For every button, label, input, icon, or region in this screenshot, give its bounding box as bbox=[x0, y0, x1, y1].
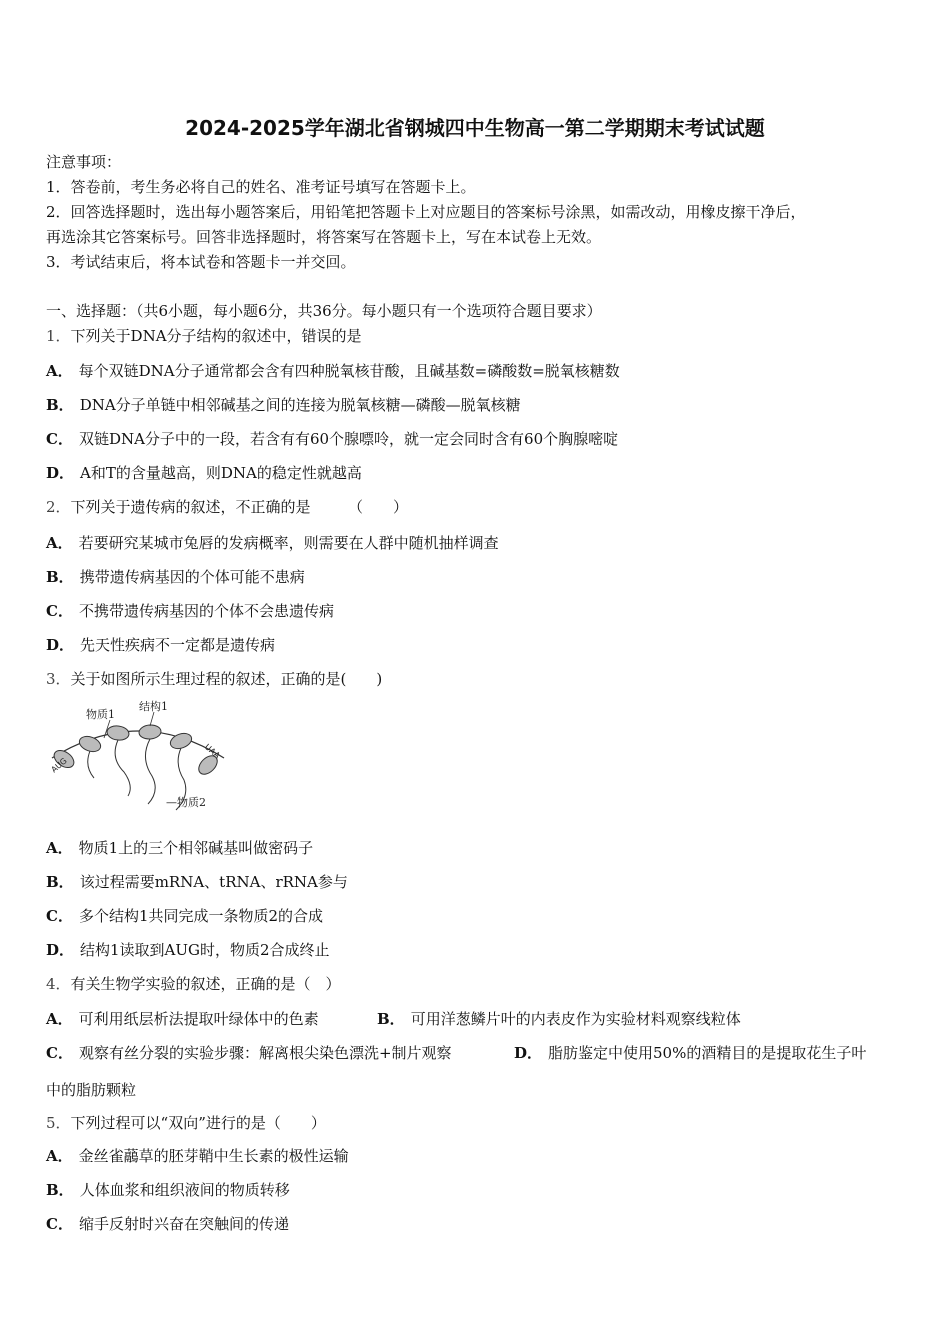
option-text: 脂肪鉴定中使用50%的酒精目的是提取花生子叶 bbox=[548, 1044, 867, 1062]
notice-item: 再选涂其它答案标号。回答非选择题时，将答案写在答题卡上，写在本试卷上无效。 bbox=[46, 228, 602, 246]
option-text: 观察有丝分裂的实验步骤：解离根尖染色漂洗+制片观察 bbox=[78, 1044, 452, 1062]
question-text: 有关生物学实验的叙述，正确的是（ ） bbox=[70, 975, 341, 993]
option-row bbox=[46, 872, 348, 892]
option-letter: B． bbox=[46, 1181, 74, 1199]
option-row bbox=[377, 1009, 741, 1029]
question-number: 1． bbox=[46, 327, 71, 345]
option-letter: A． bbox=[46, 1010, 73, 1028]
option-text: 人体血浆和组织液间的物质转移 bbox=[79, 1181, 290, 1199]
option-letter: B． bbox=[46, 396, 74, 414]
option-row bbox=[46, 940, 330, 960]
codon-stop-label: UAA bbox=[202, 742, 222, 761]
option-row bbox=[46, 463, 362, 483]
label-substance2: —物质2 bbox=[166, 796, 206, 809]
ribosome bbox=[106, 725, 130, 742]
option-row bbox=[46, 635, 275, 655]
option-row bbox=[46, 361, 620, 381]
option-text: 多个结构1共同完成一条物质2的合成 bbox=[78, 907, 324, 925]
translation-diagram bbox=[44, 696, 234, 816]
option-letter: D． bbox=[514, 1044, 543, 1062]
option-text: DNA分子单链中相邻碱基之间的连接为脱氧核糖—磷酸—脱氧核糖 bbox=[79, 396, 521, 414]
option-letter: A． bbox=[46, 1147, 73, 1165]
label-structure1: 结构1 bbox=[139, 700, 168, 713]
question-number: 5． bbox=[46, 1114, 71, 1132]
option-text: 缩手反射时兴奋在突触间的传递 bbox=[78, 1215, 289, 1233]
question-number: 4． bbox=[46, 975, 71, 993]
option-continuation: 中的脂肪颗粒 bbox=[46, 1081, 137, 1099]
option-text: 每个双链DNA分子通常都会含有四种脱氧核苷酸，且碱基数=磷酸数=脱氧核糖数 bbox=[78, 362, 620, 380]
notice-item: 2．回答选择题时，选出每小题答案后，用铅笔把答题卡上对应题目的答案标号涂黑，如需改动，用橡皮擦干净后， bbox=[46, 203, 806, 221]
option-letter: C． bbox=[46, 602, 73, 620]
question-text: 下列过程可以“双向”进行的是（ ） bbox=[70, 1114, 326, 1132]
option-letter: B． bbox=[46, 568, 74, 586]
polypeptide-chain bbox=[88, 751, 94, 778]
option-row bbox=[46, 429, 618, 449]
option-text: 物质1上的三个相邻碱基叫做密码子 bbox=[78, 839, 314, 857]
option-text: 可用洋葱鳞片叶的内表皮作为实验材料观察线粒体 bbox=[410, 1010, 741, 1028]
option-text: 不携带遗传病基因的个体不会患遗传病 bbox=[78, 602, 334, 620]
option-row bbox=[46, 1146, 349, 1166]
section-heading: 一、选择题：（共6小题，每小题6分，共36分。每小题只有一个选项符合题目要求） bbox=[46, 302, 602, 320]
option-row bbox=[514, 1043, 866, 1063]
question-number: 3． bbox=[46, 670, 71, 688]
option-letter: B． bbox=[377, 1010, 405, 1028]
question-stem bbox=[46, 669, 382, 689]
option-row bbox=[46, 1009, 319, 1029]
option-letter: C． bbox=[46, 907, 73, 925]
option-letter: B． bbox=[46, 873, 74, 891]
option-text: 双链DNA分子中的一段，若含有有60个腺嘌呤，就一定会同时含有60个胸腺嘧啶 bbox=[78, 430, 619, 448]
question-stem bbox=[46, 1113, 326, 1133]
option-letter: A． bbox=[46, 362, 73, 380]
option-row bbox=[46, 906, 323, 926]
notice-item: 1．答卷前，考生务必将自己的姓名、准考证号填写在答题卡上。 bbox=[46, 178, 476, 196]
question-text: 关于如图所示生理过程的叙述，正确的是( ) bbox=[70, 670, 383, 688]
option-text: 结构1读取到AUG时，物质2合成终止 bbox=[80, 941, 330, 959]
notice-item: 3．考试结束后，将本试卷和答题卡一并交回。 bbox=[46, 253, 356, 271]
option-letter: C． bbox=[46, 1215, 73, 1233]
option-letter: A． bbox=[46, 839, 73, 857]
option-text: 携带遗传病基因的个体可能不患病 bbox=[79, 568, 305, 586]
question-number: 2． bbox=[46, 498, 71, 516]
page-title: 2024-2025学年湖北省钢城四中生物高一第二学期期末考试试题 bbox=[185, 116, 765, 140]
option-letter: C． bbox=[46, 430, 73, 448]
option-row bbox=[46, 567, 305, 587]
option-letter: A． bbox=[46, 534, 73, 552]
option-row bbox=[46, 601, 334, 621]
option-text: 该过程需要mRNA、tRNA、rRNA参与 bbox=[79, 873, 348, 891]
ribosome bbox=[138, 724, 161, 740]
question-stem bbox=[46, 974, 341, 994]
question-stem bbox=[46, 497, 408, 517]
option-row bbox=[46, 838, 313, 858]
option-letter: C． bbox=[46, 1044, 73, 1062]
option-row bbox=[46, 1214, 289, 1234]
option-row bbox=[46, 395, 521, 415]
mrna-strand bbox=[52, 731, 224, 761]
question-text: 下列关于遗传病的叙述，不正确的是 （ ） bbox=[70, 498, 409, 516]
option-letter: D． bbox=[46, 941, 75, 959]
question-text: 下列关于DNA分子结构的叙述中，错误的是 bbox=[70, 327, 362, 345]
option-row bbox=[46, 533, 499, 553]
option-text: 金丝雀虉草的胚芽鞘中生长素的极性运输 bbox=[78, 1147, 349, 1165]
codon-start-label: AUG bbox=[49, 756, 69, 775]
option-text: 可利用纸层析法提取叶绿体中的色素 bbox=[78, 1010, 319, 1028]
leader-line bbox=[150, 712, 154, 726]
notice-heading: 注意事项： bbox=[46, 153, 122, 171]
polypeptide-chain bbox=[115, 740, 130, 796]
option-letter: D． bbox=[46, 636, 75, 654]
option-row bbox=[46, 1180, 290, 1200]
option-letter: D． bbox=[46, 464, 75, 482]
option-text: A和T的含量越高，则DNA的稳定性就越高 bbox=[80, 464, 362, 482]
question-stem bbox=[46, 326, 362, 346]
option-text: 若要研究某城市兔唇的发病概率，则需要在人群中随机抽样调查 bbox=[78, 534, 499, 552]
option-row bbox=[46, 1043, 452, 1063]
polypeptide-chain bbox=[145, 739, 155, 804]
option-text: 先天性疾病不一定都是遗传病 bbox=[80, 636, 276, 654]
label-substance1: 物质1 bbox=[86, 708, 115, 721]
